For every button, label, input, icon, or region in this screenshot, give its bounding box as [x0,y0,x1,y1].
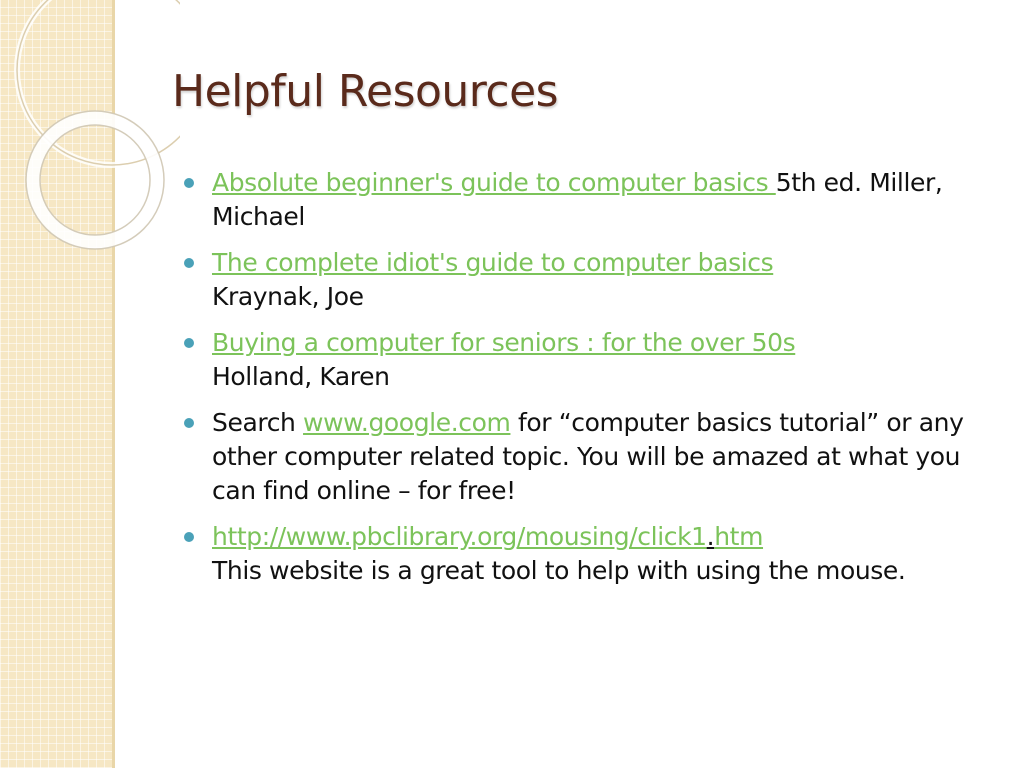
bullet-icon [184,418,194,428]
pbclibrary-link-ext[interactable]: htm [714,522,764,551]
resource-link[interactable]: Buying a computer for seniors : for the over 50s [212,328,796,357]
search-prefix: Search [212,408,304,437]
resource-details: Holland, Karen [212,362,390,391]
bullet-icon [184,258,194,268]
google-link[interactable]: www.google.com [303,408,511,437]
resource-details: This website is a great tool to help with using the mouse. [212,556,906,585]
pbclibrary-link[interactable]: http://www.pbclibrary.org/mousing/click1 [212,522,707,551]
list-item [184,406,984,508]
list-item [184,246,984,314]
resource-link[interactable]: The complete idiot's guide to computer basics [212,248,774,277]
resource-details: 5th ed. Miller, Michael [212,168,943,231]
page-title: Helpful Resources [172,66,559,117]
decorative-circles-icon [0,0,180,260]
pbclibrary-link-dot[interactable]: . [706,522,715,551]
list-item [184,166,984,234]
resource-details: Kraynak, Joe [212,282,364,311]
resource-list [184,166,984,600]
list-item [184,520,984,588]
search-details: for “computer basics tutorial” or any other computer related topic. You will be amazed at what you can find online – for free! [212,408,964,505]
list-item [184,326,984,394]
resource-link[interactable]: Absolute beginner's guide to computer basics [212,168,776,197]
bullet-icon [184,338,194,348]
bullet-icon [184,178,194,188]
bullet-icon [184,532,194,542]
